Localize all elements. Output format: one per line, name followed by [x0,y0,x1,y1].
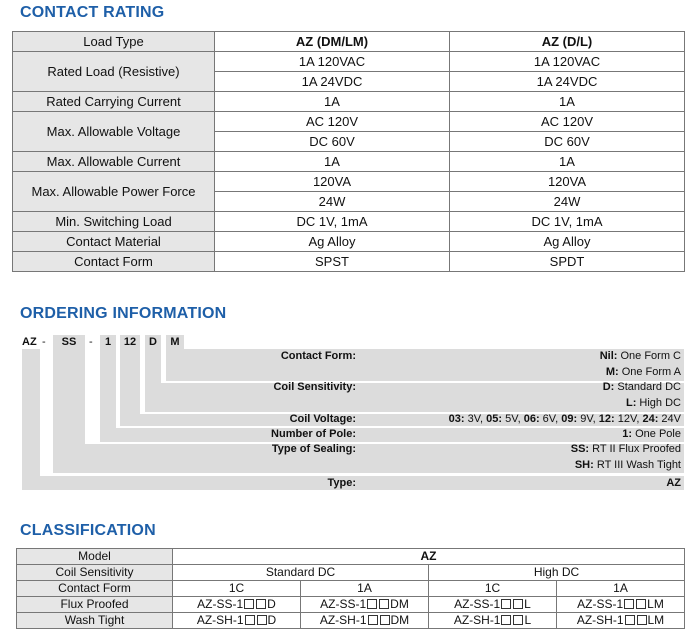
table-cell: High DC [429,565,685,581]
coil-voltage-options: 03: 3V, 05: 5V, 06: 6V, 09: 9V, 12: 12V, 24: 24V [448,413,681,425]
table-cell: SPDT [450,252,685,272]
table-cell: AC 120V [450,112,685,132]
table-cell: DC 60V [215,132,450,152]
code-sensitivity: D [145,335,161,349]
table-cell: 1A [215,152,450,172]
row-label: Rated Load (Resistive) [13,52,215,92]
column-header: AZ (D/L) [450,32,685,52]
table-cell: DC 60V [450,132,685,152]
table-cell: 1C [429,581,557,597]
code-type: AZ [22,336,37,348]
type-value: AZ [666,477,681,489]
connector-bar [100,428,684,442]
row-label: Load Type [13,32,215,52]
type-of-sealing-label: Type of Sealing: [271,443,356,455]
part-number: AZ-SS-1 L [429,597,557,613]
classification-table [16,548,685,629]
table-cell: 1A [557,581,685,597]
code-poles: 1 [100,335,116,349]
table-row [13,112,685,132]
contact-form-option: M: One Form A [605,366,681,378]
coil-sensitivity-option: D: Standard DC [602,381,681,393]
row-label: Coil Sensitivity [17,565,173,581]
table-row [13,252,685,272]
table-cell: 1A 120VAC [450,52,685,72]
type-of-sealing-option: SS: RT II Flux Proofed [570,443,681,455]
part-number: AZ-SH-1 LM [557,613,685,629]
row-label: Contact Form [13,252,215,272]
row-label: Model [17,549,173,565]
table-cell: Standard DC [173,565,429,581]
table-cell: 1A [301,581,429,597]
table-cell: DC 1V, 1mA [450,212,685,232]
code-voltage: 12 [120,335,140,349]
number-of-pole-option: 1: One Pole [622,428,681,440]
table-row [17,613,685,629]
table-cell: 24W [215,192,450,212]
table-cell: 120VA [450,172,685,192]
coil-sensitivity-label: Coil Sensitivity: [273,381,356,393]
row-label: Rated Carrying Current [13,92,215,112]
table-cell: Ag Alloy [450,232,685,252]
table-cell: 120VA [215,172,450,192]
table-row [13,152,685,172]
table-row [13,212,685,232]
row-label: Contact Form [17,581,173,597]
table-cell: AZ [173,549,685,565]
ordering-info-title: ORDERING INFORMATION [20,305,227,322]
row-label: Min. Switching Load [13,212,215,232]
table-cell: SPST [215,252,450,272]
table-cell: 1A 24VDC [215,72,450,92]
row-label: Max. Allowable Power Force [13,172,215,212]
table-cell: 1A [215,92,450,112]
table-row [17,549,685,565]
part-number: AZ-SS-1 D [173,597,301,613]
row-label: Flux Proofed [17,597,173,613]
table-row [17,581,685,597]
contact-form-option: Nil: One Form C [599,350,681,362]
table-cell: AC 120V [215,112,450,132]
table-cell: 1A [450,92,685,112]
coil-voltage-label: Coil Voltage: [289,413,356,425]
type-of-sealing-option: SH: RT III Wash Tight [574,459,681,471]
part-number: AZ-SH-1 DM [301,613,429,629]
table-row [13,92,685,112]
table-cell: 24W [450,192,685,212]
row-label: Wash Tight [17,613,173,629]
part-number: AZ-SH-1 L [429,613,557,629]
table-cell: Ag Alloy [215,232,450,252]
table-row [13,32,685,52]
part-number: AZ-SS-1 DM [301,597,429,613]
part-number: AZ-SH-1 D [173,613,301,629]
coil-sensitivity-option: L: High DC [625,397,681,409]
number-of-pole-label: Number of Pole: [271,428,356,440]
table-cell: 1A 120VAC [215,52,450,72]
connector-bar [22,349,40,490]
table-row [17,565,685,581]
code-dash: - [42,336,46,348]
code-dash: - [89,336,93,348]
row-label: Max. Allowable Current [13,152,215,172]
contact-rating-table [12,31,685,272]
code-contact-form: M [166,335,184,349]
contact-rating-title: CONTACT RATING [20,4,165,21]
classification-title: CLASSIFICATION [20,522,156,539]
row-label: Max. Allowable Voltage [13,112,215,152]
column-header: AZ (DM/LM) [215,32,450,52]
type-label: Type: [327,477,356,489]
row-label: Contact Material [13,232,215,252]
table-cell: DC 1V, 1mA [215,212,450,232]
contact-form-label: Contact Form: [280,350,356,362]
table-row [13,52,685,72]
table-row [13,232,685,252]
table-cell: 1A [450,152,685,172]
table-cell: 1C [173,581,301,597]
table-row [13,172,685,192]
code-sealing: SS [53,335,85,349]
table-cell: 1A 24VDC [450,72,685,92]
part-number: AZ-SS-1 LM [557,597,685,613]
table-row [17,597,685,613]
